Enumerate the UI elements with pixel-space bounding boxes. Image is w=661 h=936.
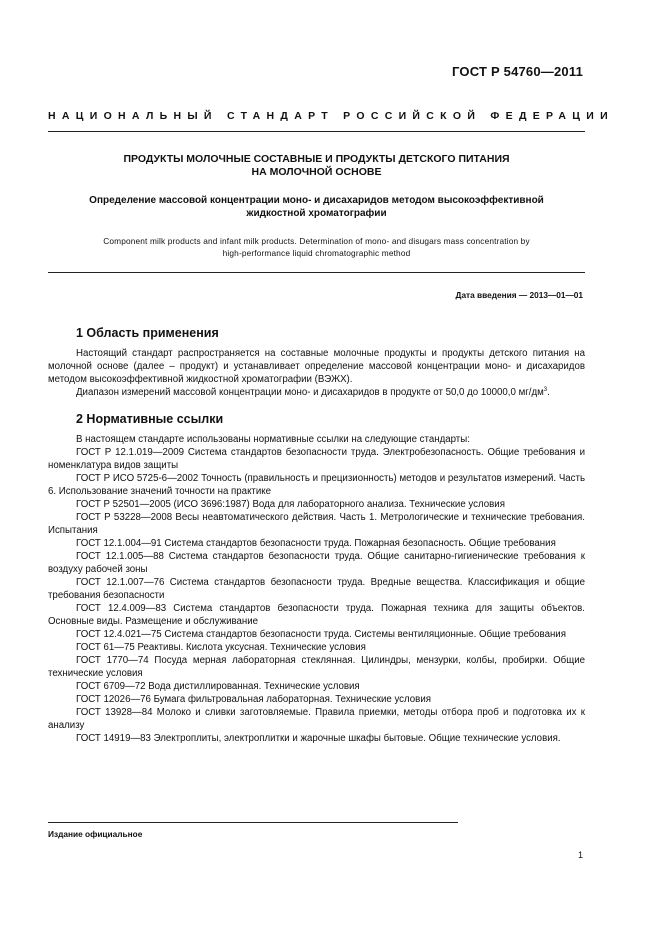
document-number: ГОСТ Р 54760—2011 [452,64,583,79]
middle-divider [48,272,585,273]
introduction-date: Дата введения — 2013—01—01 [455,290,583,300]
reference-item: ГОСТ 12.4.021—75 Система стандартов безопасности труда. Системы вентиляционные. Общие требования [76,629,566,640]
reference-item: ГОСТ 12026—76 Бумага фильтровальная лабораторная. Технические условия [76,694,431,705]
english-title-line-2: high-performance liquid chromatographic method [222,248,411,258]
reference-item: ГОСТ 1770—74 Посуда мерная лабораторная стеклянная. Цилиндры, мензурки, колбы, пробирки. Общие технические условия [48,655,585,679]
english-title [48,235,585,259]
reference-item: ГОСТ 12.1.007—76 Система стандартов безопасности труда. Вредные вещества. Классификация и общие требования безопасности [48,577,585,601]
paragraph: В настоящем стандарте использованы нормативные ссылки на следующие стандарты: [76,434,470,445]
title-line-1: ПРОДУКТЫ МОЛОЧНЫЕ СОСТАВНЫЕ И ПРОДУКТЫ ДЕТСКОГО ПИТАНИЯ [123,153,510,165]
paragraph: Настоящий стандарт распространяется на составные молочные продукты и продукты детского питания на молочной основе (далее – продукт) и устанавливает определение массовой концентрации моно- и дисахаридов методом высокоэффективной жидкостной хроматографии (ВЭЖХ). [48,348,585,385]
reference-item: ГОСТ Р 53228—2008 Весы неавтоматического действия. Часть 1. Метрологические и технические требования. Испытания [48,512,585,536]
section-heading: 1 Область применения [76,326,219,340]
section-scope [48,325,585,399]
reference-item: ГОСТ 61—75 Реактивы. Кислота уксусная. Технические условия [76,642,366,653]
section-heading: 2 Нормативные ссылки [76,412,224,426]
reference-item: ГОСТ Р 12.1.019—2009 Система стандартов безопасности труда. Электробезопасность. Общие требования и номенклатура видов защиты [48,447,585,471]
reference-item: ГОСТ 12.4.009—83 Система стандартов безопасности труда. Пожарная техника для защиты объектов. Основные виды. Размещение и обслуживание [48,603,585,627]
national-standard-banner: НАЦИОНАЛЬНЫЙ СТАНДАРТ РОССИЙСКОЙ ФЕДЕРАЦИИ [48,110,614,122]
title-line-2: НА МОЛОЧНОЙ ОСНОВЕ [251,166,382,178]
subtitle-line-1: Определение массовой концентрации моно- и дисахаридов методом высокоэффективной [89,195,544,206]
section-normative-references [48,411,585,745]
subtitle-line-2: жидкостной хроматографии [246,208,387,219]
reference-item: ГОСТ 13928—84 Молоко и сливки заготовляемые. Правила приемки, методы отбора проб и подготовка их к анализу [48,707,585,731]
document-body [48,325,585,745]
document-title [48,153,585,179]
reference-item: ГОСТ 12.1.005—88 Система стандартов безопасности труда. Общие санитарно-гигиенические требования к воздуху рабочей зоны [48,551,585,575]
superscript: 3 [543,386,548,393]
document-subtitle [48,194,585,220]
english-title-line-1: Component milk products and infant milk products. Determination of mono- and disugars mass concentration by [103,236,530,246]
reference-item: ГОСТ Р ИСО 5725-6—2002 Точность (правильность и прецизионность) методов и результатов измерений. Часть 6. Использование значений точности на практике [48,473,585,497]
sentence-end: . [547,387,550,398]
top-divider [48,131,585,132]
footer-divider [48,822,458,823]
reference-item: ГОСТ 12.1.004—91 Система стандартов безопасности труда. Пожарная безопасность. Общие требования [76,538,556,549]
page-number: 1 [577,850,583,860]
reference-item: ГОСТ 14919—83 Электроплиты, электроплитки и жарочные шкафы бытовые. Общие технические условия. [76,733,561,744]
edition-label: Издание официальное [48,829,143,839]
measurement-range-text: Диапазон измерений массовой концентрации моно- и дисахаридов в продукте от 50,0 до 10000,0 мг/дм [76,387,544,398]
reference-item: ГОСТ Р 52501—2005 (ИСО 3696:1987) Вода для лабораторного анализа. Технические условия [76,499,505,510]
reference-item: ГОСТ 6709—72 Вода дистиллированная. Технические условия [76,681,360,692]
paragraph [48,386,585,399]
